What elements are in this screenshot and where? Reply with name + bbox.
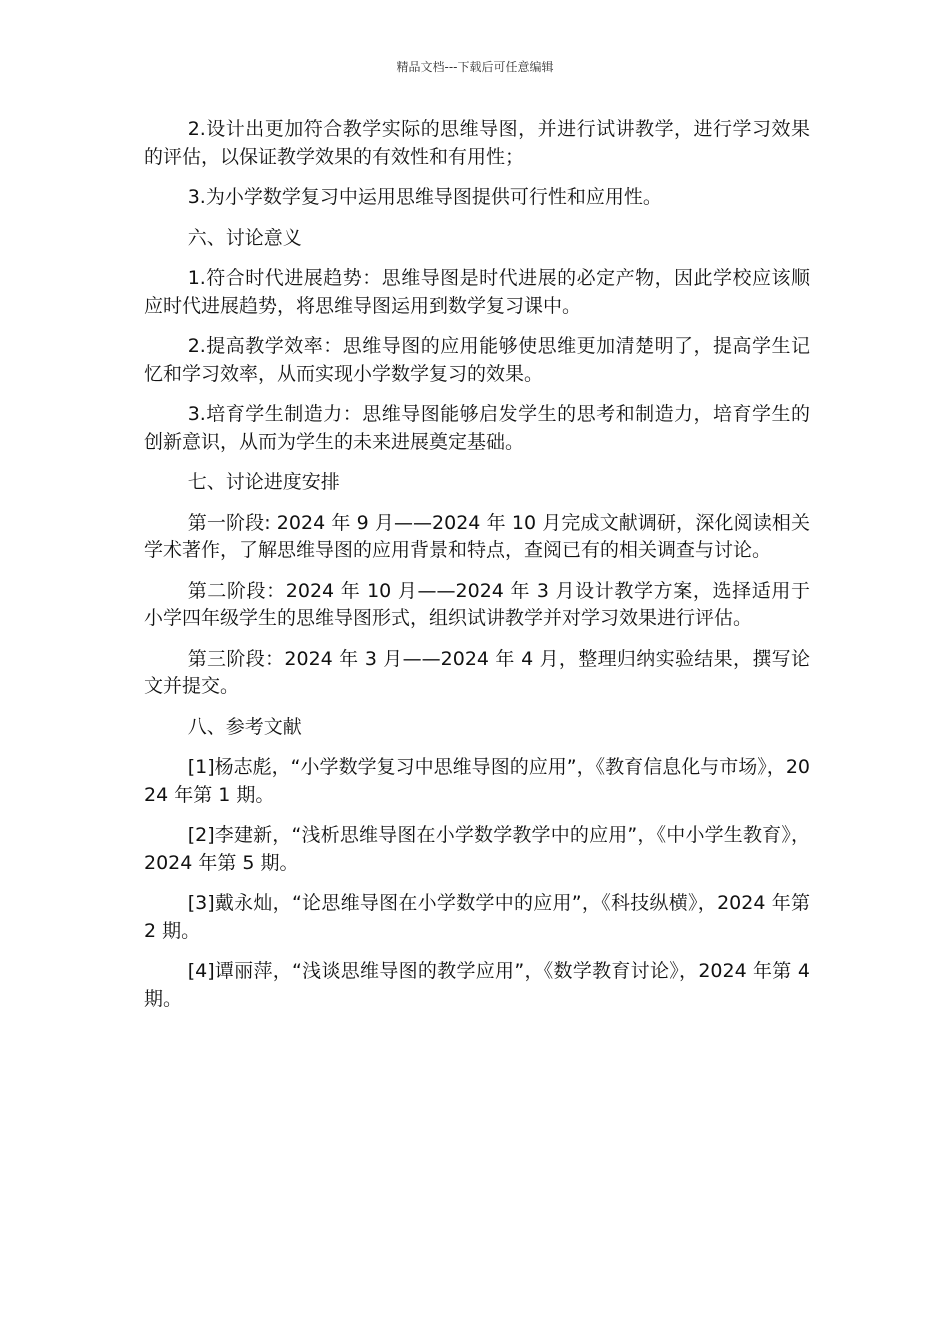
significance-2-paragraph: 2.提高教学效率：思维导图的应用能够使思维更加清楚明了，提高学生记忆和学习效率，从而实现小学数学复习的效果。 xyxy=(144,335,810,385)
objective-2-paragraph: 2.设计出更加符合教学实际的思维导图，并进行试讲教学，进行学习效果的评估，以保证教学效果的有效性和有用性； xyxy=(144,118,810,168)
document-body xyxy=(144,116,810,1026)
section-heading-schedule: 七、讨论进度安排 xyxy=(187,471,340,493)
schedule-stage-1-paragraph: 第一阶段: 2024 年 9 月——2024 年 10 月完成文献调研，深化阅读相关学术著作，了解思维导图的应用背景和特点，查阅已有的相关调查与讨论。 xyxy=(144,511,810,561)
significance-1-paragraph: 1.符合时代进展趋势：思维导图是时代进展的必定产物，因此学校应该顺应时代进展趋势，将思维导图运用到数学复习课中。 xyxy=(144,267,810,317)
reference-2: [2]李建新，“浅析思维导图在小学数学教学中的应用”，《中小学生教育》，2024 年第 5 期。 xyxy=(144,824,810,874)
schedule-stage-3-paragraph: 第三阶段：2024 年 3 月——2024 年 4 月，整理归纳实验结果，撰写论文并提交。 xyxy=(144,647,810,697)
schedule-stage-2-paragraph: 第二阶段：2024 年 10 月——2024 年 3 月设计教学方案，选择适用于小学四年级学生的思维导图形式，组织试讲教学并对学习效果进行评估。 xyxy=(144,579,810,629)
reference-4: [4]谭丽萍，“浅谈思维导图的教学应用”，《数学教育讨论》，2024 年第 4 期。 xyxy=(144,960,810,1010)
objective-3-paragraph: 3.为小学数学复习中运用思维导图提供可行性和应用性。 xyxy=(187,186,662,208)
section-heading-significance: 六、讨论意义 xyxy=(187,226,302,249)
significance-3-paragraph: 3.培育学生制造力：思维导图能够启发学生的思考和制造力，培育学生的创新意识，从而为学生的未来进展奠定基础。 xyxy=(144,403,810,453)
reference-3: [3]戴永灿，“论思维导图在小学数学中的应用”，《科技纵横》，2024 年第 2 期。 xyxy=(144,892,810,942)
page-header: 精品文档---下载后可任意编辑 xyxy=(396,60,554,74)
section-heading-references: 八、参考文献 xyxy=(187,715,302,738)
reference-1: [1]杨志彪，“小学数学复习中思维导图的应用”，《教育信息化与市场》，2024 年第 1 期。 xyxy=(144,756,810,806)
